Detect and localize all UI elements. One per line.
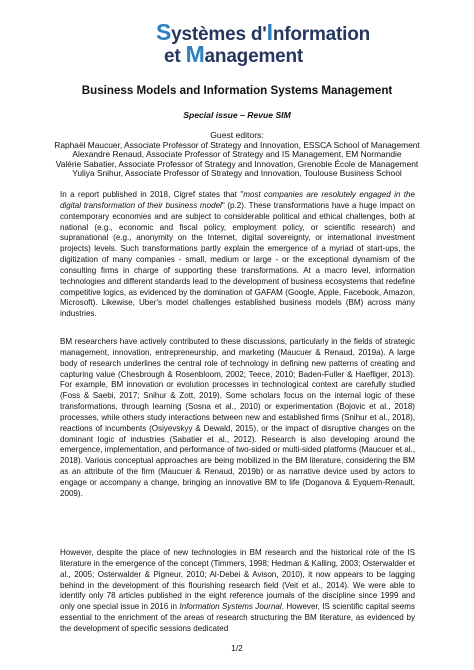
paragraph-text: . However, IS scientific capital seems essential to the enrichment of the areas of research structuring the BM literature, as evidenced by the development of specific sessions dedicated xyxy=(60,602,415,633)
cigref-quote: most companies are resolutely engaged in the digital transformation of their business model xyxy=(60,190,415,210)
page-number: 1/2 xyxy=(231,644,243,653)
body-paragraph-1 xyxy=(60,190,415,320)
body-paragraph-2 xyxy=(60,337,415,500)
guest-editor-line: Raphaël Maucuer, Associate Professor of Strategy and Innovation, ESSCA School of Management xyxy=(54,140,420,150)
paragraph-text: BM researchers have actively contributed to these discussions, particularly in the fields of strategic management, innovation, entrepreneurship, and marketing (Maucuer & Renaud, 2019a). A large body of research underlines the central role of technology in defining new patterns of creating and capturing value (Chesbrough & Rosenbloom, 2002; Teece, 2010; Baden-Fuller & Haefliger, 2013). For example, BM innovation or evolution processes in technological context are carefully studied (Foss & Saebi, 2017; Snihur & Zott, 2019). Some scholars focus on the internal logic of these transformations, through learning (Sosna et al., 2010) or experimentation (Bojovic et al., 2018) processes, while others study interactions between new and established firms (Snihur et al., 2018), reactions of incumbents (Osiyevskyy & Dewald, 2015), or the impact of disruptive changes on the dominant logic of industries (Sabatier et al., 2012). Research is also developing around the emergence, implementation, and performance of two-sided or multi-sided platforms (Maucuer et al., 2018). Various conceptual approaches are being mobilized in the BM literature, considering the BM as an attribute of the firm (Maucuer & Renaud, 2019b) or as narrative device used by actors to engage or accompany a change, bringing an innovative BM to life (Doganova & Eyquem-Renault, 2009). xyxy=(60,337,415,498)
logo-line-2 xyxy=(164,41,304,67)
logo-letter-s: S xyxy=(156,19,172,45)
document-title: Business Models and Information Systems Management xyxy=(81,84,393,97)
journal-logo xyxy=(154,19,371,68)
logo-letter-m: M xyxy=(185,41,205,67)
paragraph-text: In a report published in 2018, Cigref states that " xyxy=(60,190,244,199)
document-subtitle: Special issue – Revue SIM xyxy=(183,110,291,120)
guest-editor-line: Valérie Sabatier, Associate Professor of Strategy and Innovation, Grenoble École de Management xyxy=(55,158,419,169)
journal-name: Information Systems Journal xyxy=(179,602,282,612)
logo-letter-i: I xyxy=(266,19,273,45)
logo-text: ystèmes d' xyxy=(171,24,267,45)
guest-editors-label: Guest editors: xyxy=(210,130,264,140)
logo-text: et xyxy=(164,46,186,67)
guest-editor-line: Yuliya Snihur, Associate Professor of Strategy and Innovation, Toulouse Business School xyxy=(72,168,402,179)
guest-editors-block xyxy=(0,130,474,179)
paragraph-text: However, despite the place of new technologies in BM research and the historical role of the IS literature in the emergence of the concept (Timmers, 1998; Hedman & Kalling, 2003; Osterwalder et al., 2005; Osterwalder & Pigneur, 2010; Al-Debei & Avison, 2010), it now appears to be lagging behind in the development of this flourishing research field (Veit et al., 2014). We were able to identify only 78 articles published in the eight reference journals of the discipline since 1999 and only one special issue in 2016 in xyxy=(60,548,415,612)
logo-text: anagement xyxy=(204,46,304,67)
body-paragraph-3 xyxy=(60,548,415,635)
paragraph-text: " (p.2). These transformations have a huge impact on contemporary economies and are subject to considerable political and ethical challenges, both at national (e.g., economic and fiscal policy, employment policy, or scientific research) and supranational (e.g., anonymity on the Internet, digital sovereignty, or international investment projects) levels. Such transformations partly explain the emergence of a myriad of start-ups, the digitization of many companies - small, medium or large - or the exceptional dynamism of the consulting firms in charge of supporting these transformations. At a macro level, information technologies and different standards lead to the development of business ecosystems that redefine competitive logics, as evidenced by the domination of GAFAM (Google, Apple, Facebook, Amazon, Microsoft). Likewise, Uber's model challenges established business models (BM) across many industries. xyxy=(60,200,415,319)
logo-text: nformation xyxy=(272,24,371,45)
guest-editor-line: Alexandre Renaud, Associate Professor of Strategy and IS Management, EM Normandie xyxy=(72,149,402,160)
